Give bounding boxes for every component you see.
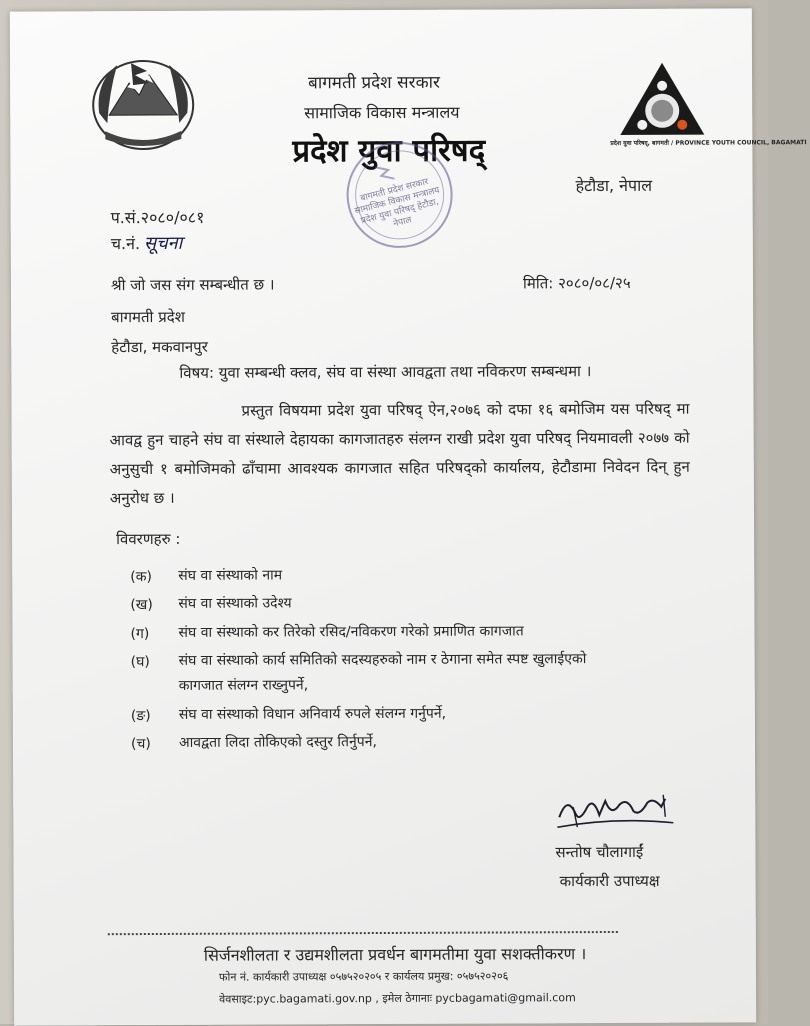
dispatch-handwritten-value: सूचना: [143, 232, 183, 255]
list-item-text: संघ वा संस्थाको विधान अनिवार्य रुपले संलग्न गर्नुपर्ने,: [178, 705, 447, 723]
list-item: [130, 623, 149, 643]
office-title: प्रदेश युवा परिषद्: [292, 132, 486, 170]
ministry-name: सामाजिक विकास मन्त्रालय: [304, 102, 460, 123]
government-name: बागमती प्रदेश सरकार: [308, 72, 441, 94]
footer-phone: फोन नं. कार्यकारी उपाध्यक्ष ०५७५२०२०५ र कार्यलय प्रमुख: ०५७५२०२०६: [218, 969, 509, 984]
list-item: [130, 566, 152, 586]
list-item-label: (क): [130, 569, 152, 586]
footer-web-email: वेवसाइट:pyc.bagamati.gov.np , इमेल ठेगानाः pycbagamati@gmail.com: [219, 991, 576, 1006]
office-location: हेटौडा, नेपाल: [575, 175, 653, 196]
letter-page: [10, 8, 807, 1025]
list-item-label: (ग): [130, 626, 150, 643]
details-heading: विवरणहरु :: [116, 529, 181, 549]
list-item: [131, 733, 151, 753]
recipient-line: श्री जो जस संग सम्बन्धीत छ ।: [110, 275, 275, 295]
footer-slogan: सिर्जनशीलता र उद्यमशीलता प्रवर्धन बागमतीमा युवा सशक्तीकरण ।: [203, 944, 587, 965]
nepal-emblem-icon: [87, 53, 199, 153]
footer-divider: [108, 931, 618, 935]
list-item-text: संघ वा संस्थाको नाम: [178, 567, 283, 584]
dispatch-number: [111, 231, 183, 255]
list-item-text-continued: कागजात संलग्न राख्नुपर्ने,: [178, 677, 309, 694]
list-item-label: (च): [130, 736, 151, 753]
handwritten-signature-icon: [553, 787, 678, 838]
letter-body: प्रस्तुत विषयमा प्रदेश युवा परिषद् ऐन,२०७६ को दफा १६ बमोजिम यस परिषद् मा आवद्व हुन चाहने संघ वा संस्थाले देहायका कागजातहरु संलग्न राखी प्रदेश युवा परिषद् नियमावली २०७७ को अनुसुची १ बमोजिमको ढाँचामा आवश्यक कागजात सहित परिषद्को कार्यालय, हेटौडामा निवेदन दिन् हुन अनुरोध छ ।: [109, 399, 690, 508]
list-item: [131, 651, 150, 671]
reference-number: प.सं.२०८०/०८१: [110, 207, 205, 228]
list-item-text: संघ वा संस्थाको कार्य समितिको सदस्यहरुको नाम र ठेगाना समेत स्पष्ट खुलाईएको: [178, 651, 587, 669]
list-item-label: (ङ): [130, 708, 151, 725]
province-youth-council-logo-icon: [612, 59, 712, 145]
list-item: [131, 705, 151, 725]
signatory-name: सन्तोष चौलागाईं: [555, 842, 644, 862]
list-item-text: आवद्वता लिदा तोकिएको दस्तुर तिर्नुपर्ने,: [178, 734, 377, 751]
signatory-title: कार्यकारी उपाध्यक्ष: [559, 871, 660, 891]
list-item-text: संघ वा संस्थाको कर तिरेको रसिद/नविकरण गरेको प्रमाणित कागजात: [178, 623, 524, 641]
list-item: [130, 594, 152, 614]
stamp-text: बागमती प्रदेश सरकार सामाजिक विकास मन्त्रालय प्रदेश युवा परिषद् हेटौडा, नेपाल: [353, 177, 441, 230]
address-line-1: बागमती प्रदेश: [111, 307, 185, 327]
list-item-label: (घ): [130, 654, 150, 671]
letter-date: मिति: २०८०/०८/२५: [522, 273, 631, 293]
dispatch-label: च.नं.: [110, 234, 141, 254]
logo-caption: प्रदेश युवा परिषद्, बागमती / PROVINCE YOUTH COUNCIL, BAGAMATI: [610, 139, 807, 148]
list-item-text: संघ वा संस्थाको उदेश्य: [178, 595, 292, 612]
address-line-2: हेटौडा, मकवानपुर: [111, 337, 208, 357]
letter-subject: विषय: युवा सम्बन्धी क्लव, संघ वा संस्था आवद्वता तथा नविकरण सम्बन्धमा ।: [179, 362, 592, 382]
list-item-label: (ख): [130, 597, 153, 614]
